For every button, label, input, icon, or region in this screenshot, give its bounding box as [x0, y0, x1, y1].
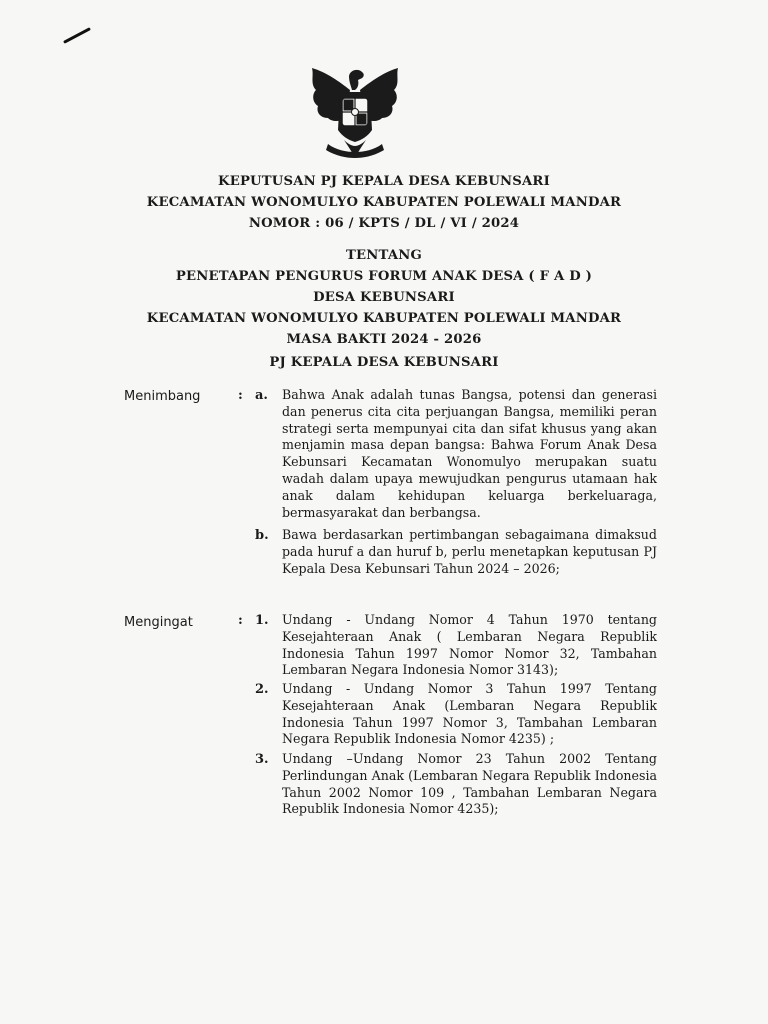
mengingat-marker-2: 2.	[255, 682, 269, 697]
subject-line-1: PENETAPAN PENGURUS FORUM ANAK DESA ( F A D )	[175, 269, 593, 284]
menimbang-item-b: Bawa berdasarkan pertimbangan sebagaimana dimaksud pada huruf a dan huruf b, perlu menetapkan keputusan PJ Kepala Desa Kebunsari Tahun 2024 – 2026;	[282, 527, 657, 576]
decree-title-line: KEPUTUSAN PJ KEPALA DESA KEBUNSARI	[218, 174, 550, 189]
pen-stroke-mark	[63, 27, 91, 44]
menimbang-colon: :	[238, 388, 243, 403]
mengingat-label: Mengingat	[124, 615, 193, 630]
mengingat-item-2: Undang - Undang Nomor 3 Tahun 1997 Tentang Kesejahteraan Anak (Lembaran Negara Republik Indonesia Tahun 1997 Nomor 3, Tambahan Lembaran Negara Republik Indonesia Nomor 4235) ;	[282, 681, 657, 747]
mengingat-colon: :	[238, 613, 243, 628]
mengingat-item-1: Undang - Undang Nomor 4 Tahun 1970 tentang Kesejahteraan Anak ( Lembaran Negara Republik Indonesia Tahun 1997 Nomor Nomor 32, Tambahan Lembaran Negara Indonesia Nomor 3143);	[282, 612, 657, 678]
subject-line-3: KECAMATAN WONOMULYO KABUPATEN POLEWALI MANDAR	[146, 311, 622, 326]
decree-number-line: NOMOR : 06 / KPTS / DL / VI / 2024	[248, 216, 520, 231]
decree-subject-block	[0, 245, 768, 350]
subject-line-4: MASA BAKTI 2024 - 2026	[286, 332, 482, 347]
menimbang-marker-a: a.	[255, 388, 268, 403]
menimbang-marker-b: b.	[255, 528, 269, 543]
menimbang-label: Menimbang	[124, 389, 201, 404]
mengingat-marker-1: 1.	[255, 613, 269, 628]
subject-tentang: TENTANG	[346, 248, 422, 263]
decree-title-block	[0, 171, 768, 234]
mengingat-item-3: Undang –Undang Nomor 23 Tahun 2002 Tentang Perlindungan Anak (Lembaran Negara Republik Indonesia Tahun 2002 Nomor 109 , Tambahan Lembaran Negara Republik Indonesia Nomor 4235);	[282, 751, 657, 817]
authority-heading	[0, 352, 768, 373]
menimbang-item-a: Bahwa Anak adalah tunas Bangsa, potensi dan generasi dan penerus cita cita perjuangan Bangsa, memiliki peran strategi serta mempunyai cita dan sifat khusus yang akan menjamin masa depan bangsa: Bahwa Forum Anak Desa Kebunsari Kecamatan Wonomulyo merupakan suatu wadah dalam upaya mewujudkan pengurus utamaan hak anak dalam kehidupan keluarga berkeluaraga, bermasyarakat dan berbangsa.	[282, 387, 657, 520]
mengingat-marker-3: 3.	[255, 752, 269, 767]
authority-text: PJ KEPALA DESA KEBUNSARI	[269, 355, 499, 370]
decree-district-line: KECAMATAN WONOMULYO KABUPATEN POLEWALI MANDAR	[146, 195, 622, 210]
subject-line-2: DESA KEBUNSARI	[313, 290, 455, 305]
garuda-emblem-icon	[302, 60, 408, 166]
